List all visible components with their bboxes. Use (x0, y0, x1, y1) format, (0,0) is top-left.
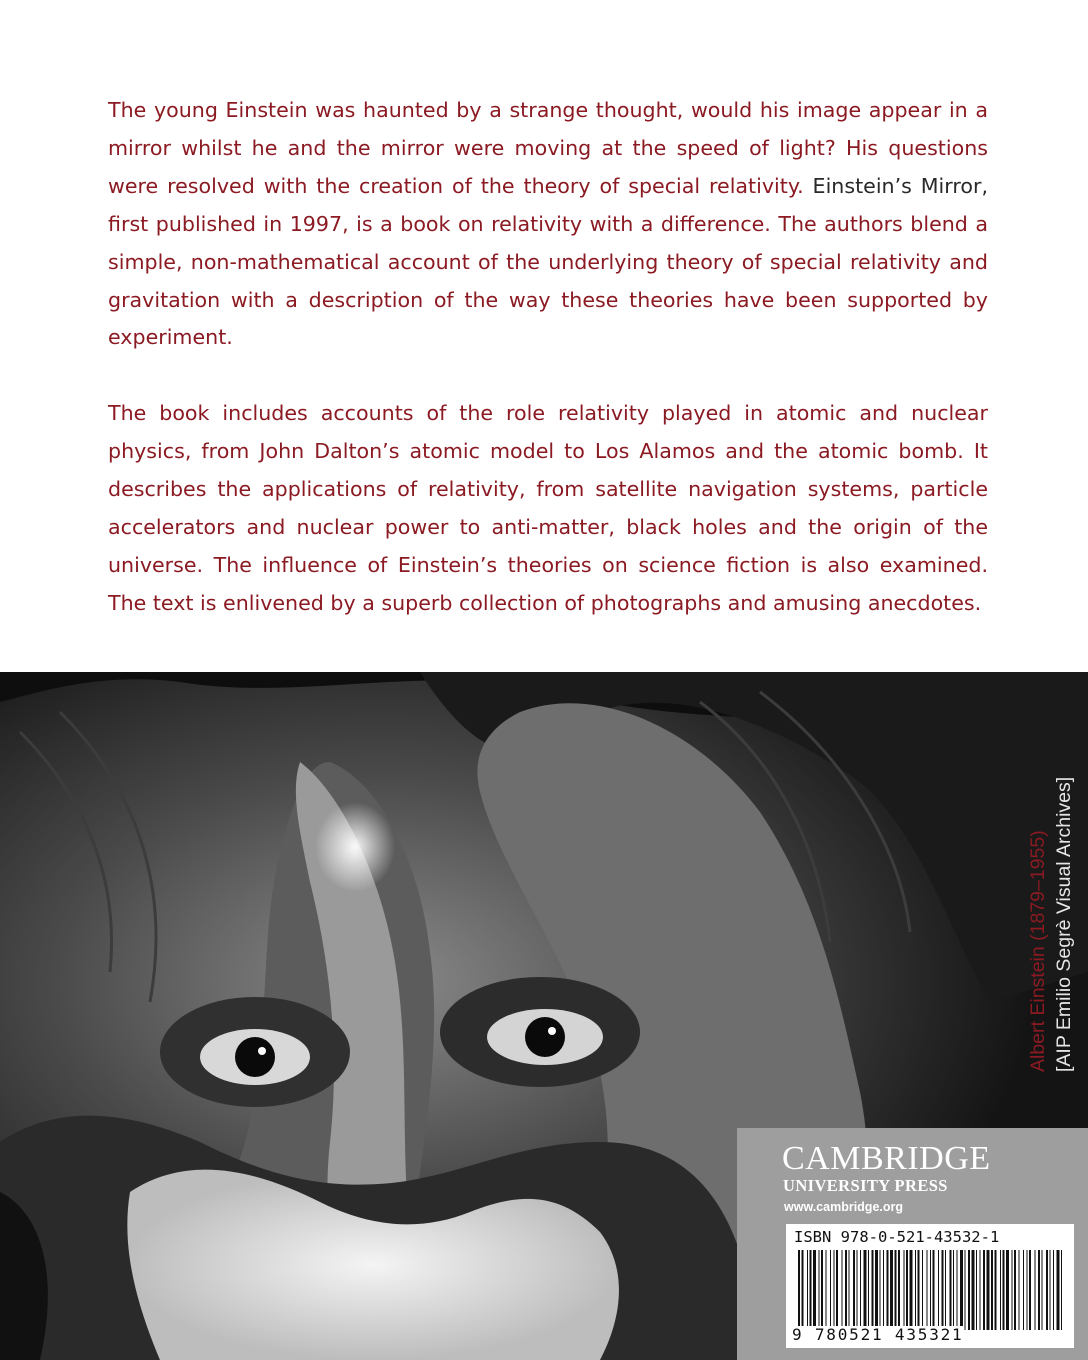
publisher-subtitle: UNIVERSITY PRESS (783, 1176, 948, 1195)
barcode-bar (933, 1250, 935, 1330)
barcode-bar (910, 1250, 913, 1330)
caption-subject-name: Albert Einstein (1879–1955) (1027, 830, 1049, 1072)
blurb-paragraph-1-title: Einstein’s Mirror, (803, 173, 989, 198)
barcode-bar (953, 1250, 954, 1330)
barcode-bar (853, 1250, 855, 1330)
barcode-bar (836, 1250, 838, 1330)
barcode-bar (845, 1250, 847, 1330)
barcode-bar (1050, 1250, 1051, 1330)
barcode-bar (883, 1250, 884, 1330)
barcode-bar (918, 1250, 920, 1330)
barcode-bar (842, 1250, 843, 1330)
barcode-bar (895, 1250, 897, 1330)
publisher-url: www.cambridge.org (784, 1200, 904, 1214)
barcode-bar (880, 1250, 881, 1330)
blurb-paragraph-1-red: The young Einstein was haunted by a strange thought, would his image appear in a mirror whilst he and the mirror were moving at the speed of light? His questions were resolved with the creation of the theory of special relativity. (108, 98, 988, 198)
barcode-icon (794, 1250, 1066, 1330)
barcode-panel (786, 1224, 1074, 1348)
barcode-bar (819, 1250, 820, 1330)
barcode-bar (960, 1250, 963, 1330)
barcode-bar (906, 1250, 908, 1330)
barcode-bar (834, 1250, 835, 1330)
barcode-bar (1061, 1250, 1062, 1330)
blurb-paragraph-1-rest: first published in 1997, is a book on relativity with a difference. The authors blend a simple, non-mathematical account of the underlying theory of special relativity and gravitation with a description of the way these theories have been supported by experiment. (108, 211, 988, 350)
publisher-box (737, 1128, 1088, 1360)
barcode-bar (868, 1250, 869, 1330)
barcode-bar (1000, 1250, 1001, 1330)
photo-caption (1027, 777, 1075, 1072)
barcode-bar (1012, 1250, 1013, 1330)
barcode-bar (922, 1250, 923, 1330)
barcode-bar (798, 1250, 800, 1330)
barcode-bar (1006, 1250, 1009, 1330)
barcode-bar (1046, 1250, 1048, 1330)
barcode-bar (887, 1250, 889, 1330)
barcode-bar (957, 1250, 958, 1330)
barcode-bar (927, 1250, 928, 1330)
barcode-bar (807, 1250, 808, 1330)
barcode-bar (945, 1250, 946, 1330)
blurb-paragraph-1 (108, 92, 988, 357)
barcode-bar (857, 1250, 858, 1330)
barcode-bar (813, 1250, 816, 1330)
barcode-bar (930, 1250, 931, 1330)
barcode-bar (875, 1250, 878, 1330)
barcode-bar (1027, 1250, 1028, 1330)
barcode-bar (849, 1250, 850, 1330)
isbn-label: ISBN 978-0-521-43532-1 (794, 1228, 1000, 1246)
barcode-bar (1042, 1250, 1043, 1330)
barcode-bar (872, 1250, 874, 1330)
blurb-paragraph-2: The book includes accounts of the role relativity played in atomic and nuclear physics, from John Dalton’s atomic model to Los Alamos and the atomic bomb. It describes the applications of relativity, from satellite navigation systems, particle accelerators and nuclear power to anti-matter, black holes and the origin of the universe. The influence of Einstein’s theories on science fiction is also examined. The text is enlivened by a superb collection of photographs and amusing anecdotes. (108, 401, 988, 615)
barcode-bar (898, 1250, 900, 1330)
barcode-bar (976, 1250, 977, 1330)
barcode-bar (864, 1250, 867, 1330)
barcode-bar (968, 1250, 970, 1330)
publisher-name: CAMBRIDGE (782, 1140, 991, 1177)
barcode-bar (1035, 1250, 1036, 1330)
barcode-bar (826, 1250, 827, 1330)
barcode-bar (965, 1250, 966, 1330)
barcode-bar (950, 1250, 952, 1330)
barcode-bar (972, 1250, 975, 1330)
barcode-bar (915, 1250, 916, 1330)
barcode-bar (810, 1250, 812, 1330)
barcode-bar (860, 1250, 861, 1330)
barcode-bar (980, 1250, 981, 1330)
barcode-bar (830, 1250, 831, 1330)
barcode-bar (1053, 1250, 1054, 1330)
barcode-bar (1003, 1250, 1005, 1330)
barcode-bar (991, 1250, 993, 1330)
barcode-bar (802, 1250, 804, 1330)
barcode-bar (1019, 1250, 1020, 1330)
barcode-digits: 9 780521 435321 (792, 1325, 964, 1344)
barcode-bar (1057, 1250, 1060, 1330)
barcode-bar (904, 1250, 905, 1330)
barcode-bar (1014, 1250, 1016, 1330)
barcode-bar (1023, 1250, 1024, 1330)
caption-photo-credit: [AIP Emilio Segrè Visual Archives] (1053, 776, 1075, 1072)
barcode-bar (1029, 1250, 1031, 1330)
barcode-bar (890, 1250, 893, 1330)
barcode-bar (987, 1250, 990, 1330)
barcode-bar (821, 1250, 823, 1330)
barcode-bar (983, 1250, 985, 1330)
barcode-bar (995, 1250, 997, 1330)
barcode-bar (942, 1250, 944, 1330)
barcode-bar (1038, 1250, 1040, 1330)
barcode-bar (938, 1250, 939, 1330)
